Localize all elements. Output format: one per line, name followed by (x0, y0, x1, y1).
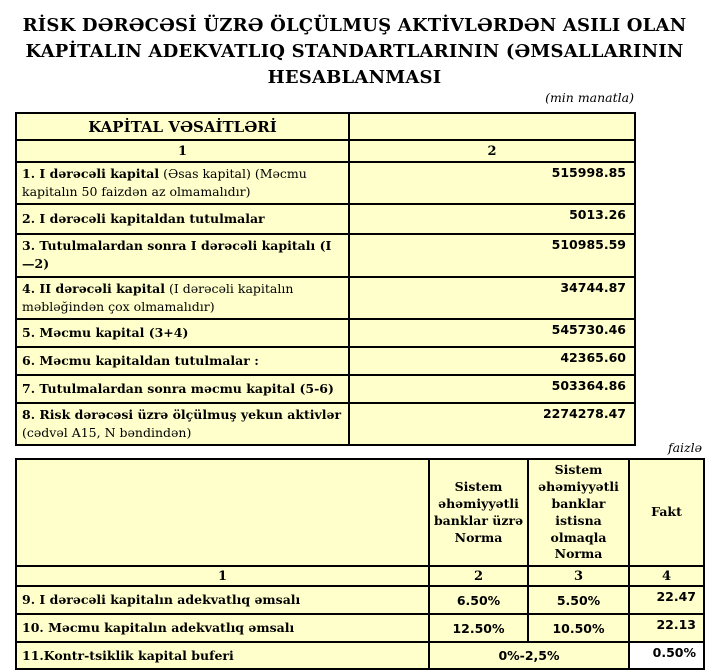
table-header-row (16, 459, 704, 566)
col-number-3: 3 (528, 566, 629, 586)
row-label-bold: 2. I dərəcəli kapitaldan tutulmalar (22, 211, 265, 227)
row-value: 42365.60 (349, 347, 635, 375)
norma-merged-value: 0%-2,5% (429, 642, 629, 669)
empty-header-cell (349, 113, 635, 140)
norma-systemic-value: 6.50% (429, 586, 528, 614)
document-title-line-2: KAPİTALIN ADEKVATLIQ STANDARTLARININ (ƏMSALLARININ (25, 41, 684, 62)
table-row (16, 614, 704, 642)
table-row (16, 234, 635, 276)
col-number-1: 1 (16, 566, 429, 586)
row-label: 9. I dərəcəli kapitalın adekvatlıq əmsalı (16, 586, 429, 614)
document-title-line-3: HESABLANMASI (267, 67, 442, 88)
row-value: 34744.87 (349, 277, 635, 319)
row-label (16, 234, 349, 276)
row-label-bold: 7. Tutulmalardan sonra məcmu kapital (5-6) (22, 380, 334, 396)
table-row (16, 204, 635, 234)
row-value: 510985.59 (349, 234, 635, 276)
row-label: 11.Kontr-tsiklik kapital buferi (16, 642, 429, 669)
fakt-value: 22.47 (629, 586, 704, 614)
row-label-regular: (I dərəcəli kapitalın məbləğindən çox olmamalıdır) (22, 280, 294, 314)
row-label-regular: (Əsas kapital) (Məcmu kapitalın 50 faizdən az olmamalıdır) (22, 166, 307, 200)
empty-header-cell (16, 459, 429, 566)
fakt-value: 0.50% (629, 642, 704, 669)
row-label-bold: 1. I dərəcəli kapital (22, 166, 160, 181)
unit-note-faizle: faizlə (667, 440, 702, 455)
col-number-2: 2 (429, 566, 528, 586)
table-row (16, 403, 635, 445)
table-row (16, 319, 635, 347)
norma-excluding-value: 10.50% (528, 614, 629, 642)
row-label (16, 204, 349, 234)
row-label-bold: 4. II dərəcəli kapital (22, 280, 165, 296)
row-label (16, 319, 349, 347)
row-label-bold: 6. Məcmu kapitaldan tutulmalar : (22, 352, 259, 368)
row-value: 545730.46 (349, 319, 635, 347)
header-norma-excluding-systemic: Sistem əhəmiyyətli banklar istisna olmaqla Norma (528, 459, 629, 566)
document-title (0, 13, 709, 91)
row-label (16, 347, 349, 375)
table-row (16, 277, 635, 319)
row-label-bold: 3. Tutulmalardan sonra I dərəcəli kapitalı (I—2) (22, 238, 332, 272)
row-label (16, 162, 349, 204)
capital-funds-table (15, 112, 636, 446)
table-header-row (16, 113, 635, 140)
row-value: 515998.85 (349, 162, 635, 204)
fakt-value: 22.13 (629, 614, 704, 642)
table-row (16, 586, 704, 614)
column-number-row (16, 140, 635, 162)
norma-systemic-value: 12.50% (429, 614, 528, 642)
row-value: 2274278.47 (349, 403, 635, 445)
col-number-1: 1 (16, 140, 349, 162)
table-row (16, 162, 635, 204)
header-fakt: Fakt (629, 459, 704, 566)
row-label (16, 403, 349, 445)
norma-excluding-value: 5.50% (528, 586, 629, 614)
row-label-regular: (cədvəl A15, N bəndindən) (22, 424, 192, 440)
row-label-bold: 5. Məcmu kapital (3+4) (22, 324, 189, 340)
row-label (16, 277, 349, 319)
col-number-4: 4 (629, 566, 704, 586)
column-number-row (16, 566, 704, 586)
unit-note-min-manatla: (min manatla) (545, 90, 634, 105)
row-value: 5013.26 (349, 204, 635, 234)
document-title-line-1: RİSK DƏRƏCƏSİ ÜZRƏ ÖLÇÜLMUŞ AKTİVLƏRDƏN ASILI OLAN (22, 15, 687, 36)
capital-funds-header: KAPİTAL VƏSAİTLƏRİ (16, 113, 349, 140)
adequacy-ratios-table (15, 458, 705, 670)
row-label-bold: 8. Risk dərəcəsi üzrə ölçülmuş yekun aktivlər (22, 406, 342, 422)
table-row (16, 347, 635, 375)
row-label (16, 375, 349, 403)
col-number-2: 2 (349, 140, 635, 162)
table-row (16, 375, 635, 403)
header-norma-systemic: Sistem əhəmiyyətli banklar üzrə Norma (429, 459, 528, 566)
row-label: 10. Məcmu kapitalın adekvatlıq əmsalı (16, 614, 429, 642)
row-value: 503364.86 (349, 375, 635, 403)
